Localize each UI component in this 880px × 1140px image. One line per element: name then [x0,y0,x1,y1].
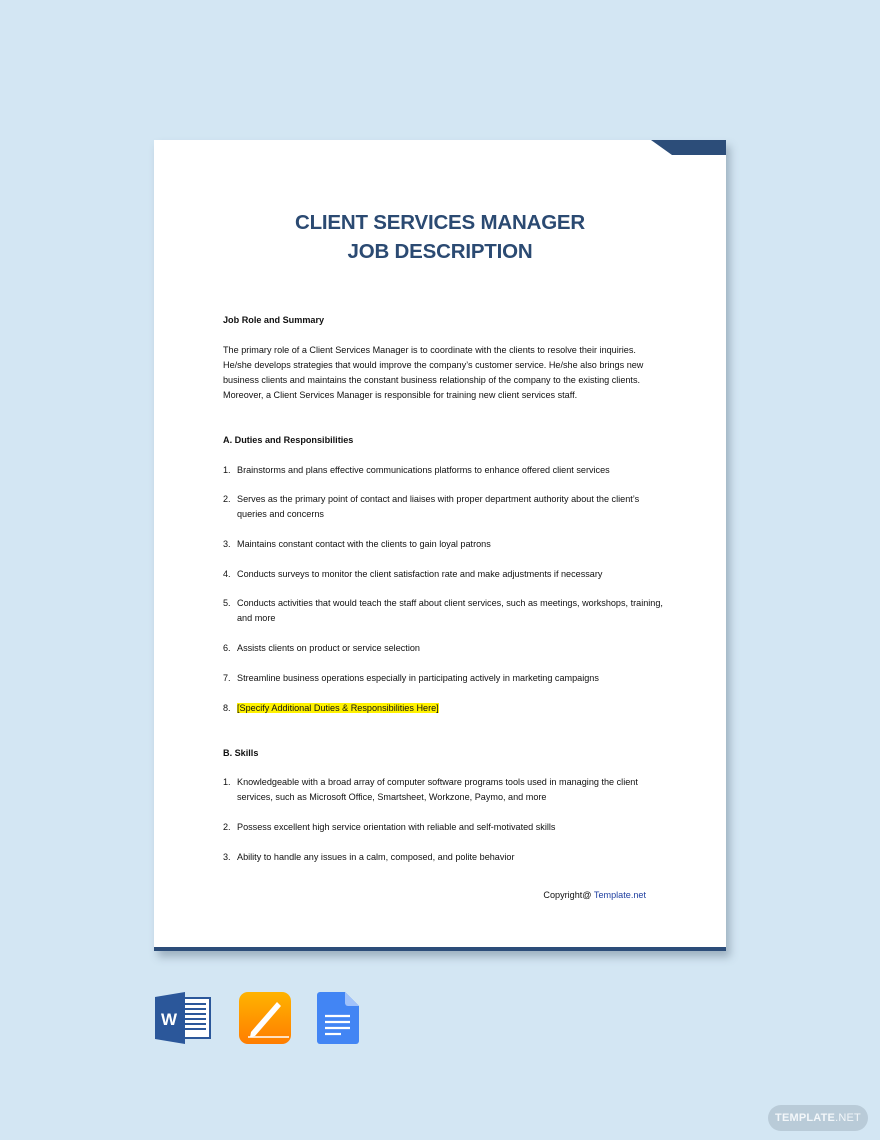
duty-item-placeholder: 8. [Specify Additional Duties & Responsibilities Here] [223,702,439,713]
duty-item: 4. Conducts surveys to monitor the client satisfaction rate and make adjustments if necessary [223,568,603,579]
bottom-accent-bar [154,947,726,951]
title-line-1: CLIENT SERVICES MANAGER [294,211,586,234]
duty-item: 6. Assists clients on product or service selection [223,643,420,654]
skill-item: 3. Ability to handle any issues in a calm, composed, and polite behavior [223,851,515,862]
summary-heading: Job Role and Summary [223,315,325,325]
duty-item: 5. Conducts activities that would teach the staff about client services, such as meetings, workshops, training, and more [223,598,663,624]
apple-pages-icon[interactable] [239,992,291,1044]
google-docs-icon[interactable] [317,992,359,1044]
skill-item: 2. Possess excellent high service orientation with reliable and self-motivated skills [223,821,556,832]
duties-list [223,463,663,716]
template-net-watermark: TEMPLATE.NET [768,1105,868,1131]
skill-item: 1. Knowledgeable with a broad array of computer software programs tools used in managing the client services, such as Microsoft Office, Smartsheet, Workzone, Paymo, and more [223,777,638,803]
skills-heading: B. Skills [223,747,259,758]
svg-text:W: W [160,1010,178,1029]
duty-item: 1. Brainstorms and plans effective communications platforms to enhance offered client services [223,464,610,475]
document-page [154,140,726,951]
highlighted-placeholder: [Specify Additional Duties & Responsibilities Here] [237,702,439,713]
document-body [223,313,663,865]
corner-accent-tab [651,140,726,155]
skills-list [223,775,663,864]
duty-item: 3. Maintains constant contact with the clients to gain loyal patrons [223,539,491,550]
microsoft-word-icon[interactable] [155,992,211,1044]
duty-item: 7. Streamline business operations especially in participating actively in marketing campaigns [223,672,599,683]
duty-item: 2. Serves as the primary point of contact and liaises with proper department authority about the client’s queries and concerns [223,494,640,520]
title-line-2: JOB DESCRIPTION [347,240,533,263]
copyright-notice: Copyright@ Template.net [543,890,646,900]
duties-heading: A. Duties and Responsibilities [223,435,354,445]
summary-paragraph: The primary role of a Client Services Manager is to coordinate with the clients to resolve their inquiries. He/she develops strategies that would improve the company’s customer service. He/she also brings new business clients and maintains the constant business relationship of the company to the existing clients. Moreover, a Client Services Manager is responsible for training new client services staff. [223,345,644,400]
copyright-link[interactable]: Template.net [593,890,646,900]
document-title [154,208,726,266]
